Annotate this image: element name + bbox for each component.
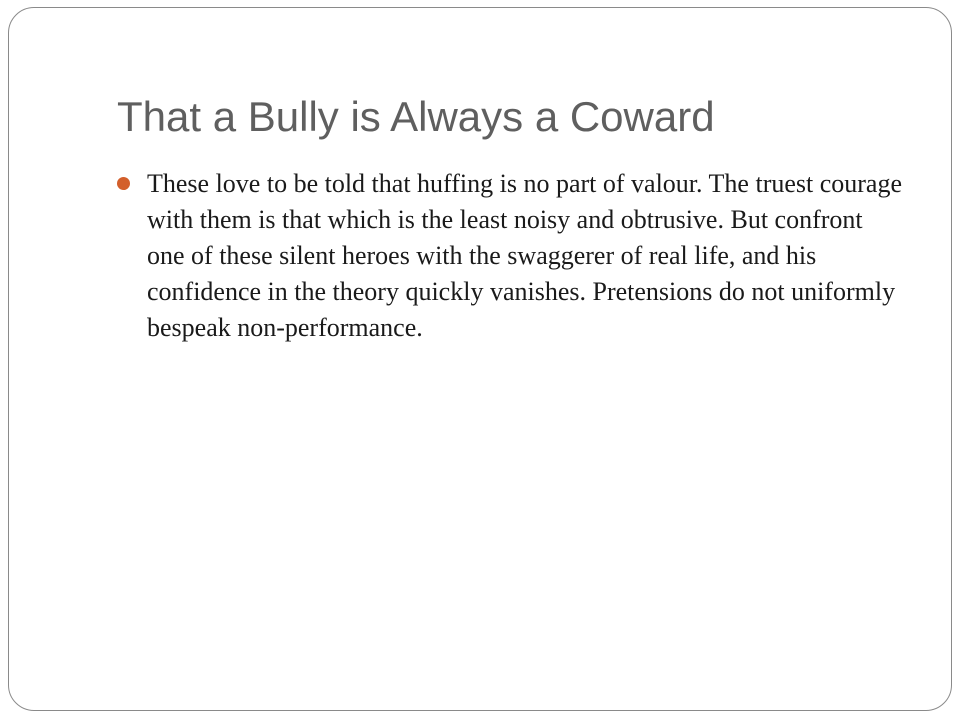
- bullet-list: [115, 166, 905, 346]
- slide-title: That a Bully is Always a Coward: [117, 93, 715, 140]
- bullet-dot-icon: [117, 177, 130, 190]
- slide-frame: [8, 7, 952, 711]
- bullet-item: [115, 166, 905, 346]
- bullet-text: These love to be told that huffing is no part of valour. The truest courage with them is that which is the least noisy and obtrusive. But confront one of these silent heroes with the swaggerer of real life, and his confidence in the theory quickly vanishes. Pretensions do not uniformly bespeak non-performance.: [147, 169, 903, 342]
